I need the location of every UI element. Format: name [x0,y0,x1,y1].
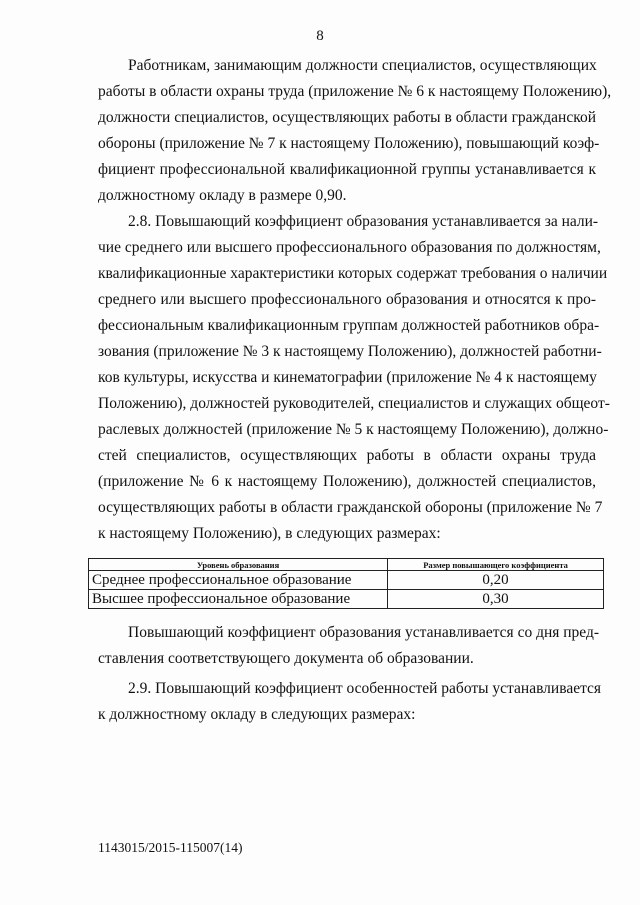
table-header-education-level: Уровень образования [89,559,388,571]
paragraph-1-line: должностному окладу в размере 0,90. [98,187,347,204]
table-cell-coefficient: 0,20 [388,571,604,590]
table-cell-education-level: Высшее профессиональное образование [89,590,388,609]
table-header-row [89,559,604,571]
table-cell-education-level: Среднее профессиональное образование [89,571,388,590]
document-footer-code: 1143015/2015-115007(14) [98,840,243,855]
paragraph-1-line: Работникам, занимающим должности специалистов, осуществляющих [128,57,597,74]
paragraph-2-line: (приложение № 6 к настоящему Положению), должностей специалистов, [98,473,596,490]
paragraph-2-line: зования (приложение № 3 к настоящему Положению), должностей работни- [98,343,602,360]
paragraph-2-line: фессиональным квалификационным группам должностей работников обра- [98,317,600,334]
table-cell-coefficient: 0,30 [388,590,604,609]
paragraph-1-line: должности специалистов, осуществляющих работы в области гражданской [98,109,596,126]
paragraph-2-line: раслевых должностей (приложение № 5 к настоящему Положению), должно- [98,421,609,438]
table-header-coefficient: Размер повышающего коэффициента [388,559,604,571]
paragraph-2-line: чие среднего или высшего профессионального образования по должностям, [98,239,601,256]
paragraph-2-line: квалификационные характеристики которых содержат требования о наличии [98,265,608,282]
education-coefficient-table [88,558,604,609]
paragraph-2-line: ков культуры, искусства и кинематографии (приложение № 4 к настоящему [98,369,597,386]
paragraph-4-line: 2.9. Повышающий коэффициент особенностей работы устанавливается [128,680,602,697]
paragraph-1-line: фициент профессиональной квалификационной группы устанавливается к [98,161,596,178]
paragraph-2-line: Положению), должностей руководителей, специалистов и служащих общеот- [98,395,610,412]
paragraph-2-line: стей специалистов, осуществляющих работы в области охраны труда [98,447,596,464]
paragraph-2-line: осуществляющих работы в области гражданской обороны (приложение № 7 [98,499,603,516]
paragraph-3-line: ставления соответствующего документа об образовании. [98,650,474,667]
paragraph-1-line: обороны (приложение № 7 к настоящему Положению), повышающий коэф- [98,135,600,152]
table-row [89,590,604,609]
paragraph-3-line: Повышающий коэффициент образования устанавливается со дня пред- [128,624,600,641]
paragraph-2-line: к настоящему Положению), в следующих размерах: [98,525,441,542]
table-row [89,571,604,590]
paragraph-2-line: 2.8. Повышающий коэффициент образования устанавливается за нали- [128,213,599,230]
paragraph-1-line: работы в области охраны труда (приложение № 6 к настоящему Положению), [98,83,612,100]
paragraph-4-line: к должностному окладу в следующих размерах: [98,706,416,723]
paragraph-2-line: среднего или высшего профессионального образования и относятся к про- [98,291,596,308]
page-number: 8 [316,28,324,44]
